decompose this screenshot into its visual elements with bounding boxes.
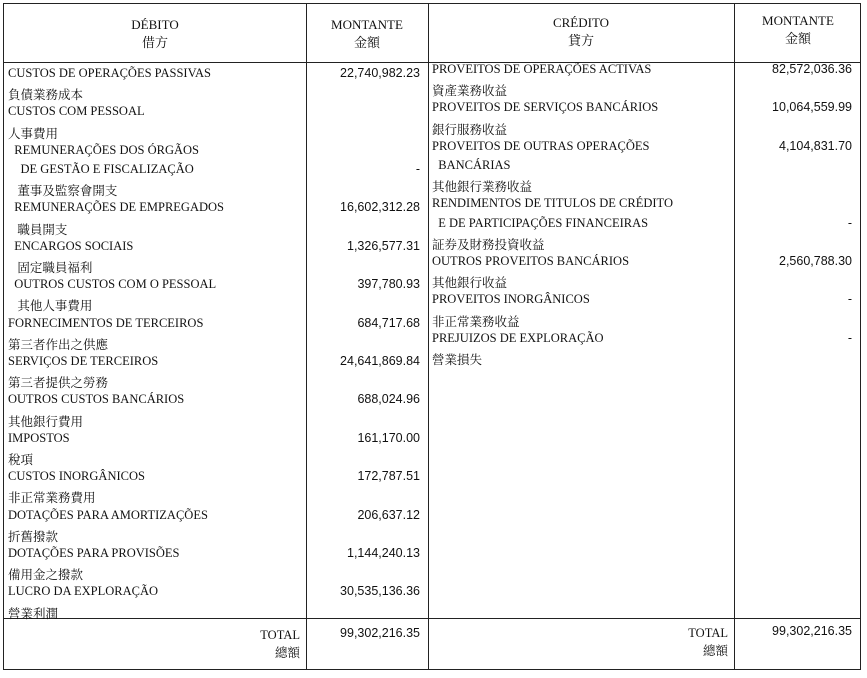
line-item: PROVEITOS DE SERVIÇOS BANCÁRIOS bbox=[432, 100, 659, 115]
line-item: LUCRO DA EXPLORAÇÃO bbox=[8, 584, 159, 599]
line-item: PROVEITOS INORGÂNICOS bbox=[432, 292, 590, 307]
line-item: 其他人事費用 bbox=[8, 299, 93, 314]
line-item: CUSTOS DE OPERAÇÕES PASSIVAS bbox=[8, 66, 211, 80]
line-item: SERVIÇOS DE TERCEIROS bbox=[8, 354, 159, 368]
line-item: 職員開支 bbox=[8, 222, 68, 237]
line-item: CUSTOS COM PESSOAL bbox=[8, 104, 145, 119]
line-item: 營業利潤 bbox=[8, 606, 59, 621]
line-item: PROVEITOS DE OUTRAS OPERAÇÕES bbox=[432, 138, 650, 153]
financial-statement-table bbox=[3, 3, 861, 670]
amount-cell: 206,637.12 bbox=[357, 507, 420, 522]
line-item: OUTROS CUSTOS BANCÁRIOS bbox=[8, 392, 185, 407]
line-item: DOTAÇÕES PARA PROVISÕES bbox=[8, 546, 180, 560]
line-item: OUTROS CUSTOS COM O PESSOAL bbox=[8, 277, 217, 292]
line-item: 其他銀行業務收益 bbox=[432, 180, 533, 195]
line-item: 稅項 bbox=[8, 453, 34, 467]
amount-cell: - bbox=[847, 292, 852, 307]
amount-cell: 397,780.93 bbox=[357, 277, 420, 292]
line-item: 負債業務成本 bbox=[8, 88, 84, 103]
total-divider bbox=[4, 618, 860, 619]
total-label-pt: TOTAL bbox=[260, 628, 300, 642]
debit-header-zh: 借方 bbox=[141, 35, 168, 50]
debit-amount-header-pt: MONTANTE bbox=[331, 17, 403, 32]
amount-cell: 16,602,312.28 bbox=[340, 200, 420, 215]
amount-cell: 30,535,136.36 bbox=[340, 584, 420, 599]
line-item: PROVEITOS DE OPERAÇÕES ACTIVAS bbox=[432, 62, 652, 76]
line-item: 董事及監察會開支 bbox=[8, 184, 118, 199]
line-item: CUSTOS INORGÂNICOS bbox=[8, 469, 145, 484]
amount-cell: - bbox=[847, 215, 852, 230]
credit-total-label bbox=[428, 624, 728, 660]
amount-cell: 1,326,577.31 bbox=[347, 238, 420, 253]
debit-amount-header-zh: 金額 bbox=[353, 35, 380, 50]
line-item: 証券及財務投資收益 bbox=[432, 237, 545, 252]
column-divider bbox=[428, 4, 429, 669]
line-item: 資產業務收益 bbox=[432, 84, 508, 99]
amount-cell: 688,024.96 bbox=[357, 392, 420, 407]
line-item: REMUNERAÇÕES DOS ÓRGÃOS bbox=[8, 142, 199, 157]
line-item: 非正常業務收益 bbox=[432, 314, 520, 329]
line-item: 人事費用 bbox=[8, 126, 59, 141]
credit-amount-header-zh: 金額 bbox=[784, 31, 811, 46]
line-item: DE GESTÃO E FISCALIZAÇÃO bbox=[8, 162, 194, 176]
amount-cell: 24,641,869.84 bbox=[340, 354, 420, 368]
amount-cell: - bbox=[847, 330, 852, 345]
line-item: 其他銀行收益 bbox=[432, 276, 508, 291]
amount-cell: 2,560,788.30 bbox=[779, 254, 852, 268]
credit-header bbox=[428, 14, 734, 50]
amount-cell: 22,740,982.23 bbox=[340, 66, 420, 80]
line-item: DOTAÇÕES PARA AMORTIZAÇÕES bbox=[8, 507, 208, 522]
credit-header-pt: CRÉDITO bbox=[552, 15, 610, 30]
credit-amount-header bbox=[734, 12, 862, 48]
line-item: 固定職員福利 bbox=[8, 261, 93, 275]
line-item: 折舊撥款 bbox=[8, 529, 59, 544]
credit-amount-header-pt: MONTANTE bbox=[762, 13, 834, 28]
line-item: 營業損失 bbox=[432, 353, 483, 367]
line-item: 第三者作出之供應 bbox=[8, 337, 109, 352]
total-label-pt: TOTAL bbox=[688, 626, 728, 640]
amount-cell: 10,064,559.99 bbox=[772, 100, 852, 115]
total-label-zh: 總額 bbox=[702, 644, 728, 658]
line-item: 第三者提供之勞務 bbox=[8, 376, 109, 391]
debit-total-label bbox=[4, 626, 300, 662]
debit-header bbox=[4, 16, 306, 52]
amount-cell: 1,144,240.13 bbox=[347, 546, 420, 560]
line-item: FORNECIMENTOS DE TERCEIROS bbox=[8, 315, 204, 330]
line-item: 備用金之撥款 bbox=[8, 568, 84, 583]
line-item: RENDIMENTOS DE TITULOS DE CRÉDITO bbox=[432, 196, 673, 211]
credit-header-zh: 貸方 bbox=[567, 33, 594, 48]
amount-cell: 172,787.51 bbox=[357, 469, 420, 484]
line-item: 銀行服務收益 bbox=[432, 122, 508, 137]
debit-amount-header bbox=[306, 16, 428, 52]
amount-cell: 684,717.68 bbox=[357, 315, 420, 330]
line-item: PREJUIZOS DE EXPLORAÇÃO bbox=[432, 330, 604, 345]
line-item: BANCÁRIAS bbox=[432, 158, 511, 172]
line-item: 其他銀行費用 bbox=[8, 414, 84, 429]
column-divider bbox=[734, 4, 735, 669]
line-item: IMPOSTOS bbox=[8, 430, 70, 445]
amount-cell: 4,104,831.70 bbox=[779, 138, 852, 153]
credit-total-value: 99,302,216.35 bbox=[772, 624, 852, 638]
line-item: REMUNERAÇÕES DE EMPREGADOS bbox=[8, 200, 224, 215]
line-item: OUTROS PROVEITOS BANCÁRIOS bbox=[432, 254, 630, 268]
amount-cell: 161,170.00 bbox=[357, 430, 420, 445]
amount-cell: 82,572,036.36 bbox=[772, 62, 852, 76]
amount-cell: - bbox=[415, 162, 420, 176]
column-divider bbox=[306, 4, 307, 669]
total-label-zh: 總額 bbox=[274, 646, 300, 660]
line-item: 非正常業務費用 bbox=[8, 491, 96, 506]
debit-total-value: 99,302,216.35 bbox=[340, 626, 420, 640]
line-item: E DE PARTICIPAÇÕES FINANCEIRAS bbox=[432, 215, 649, 230]
line-item: ENCARGOS SOCIAIS bbox=[8, 238, 134, 253]
debit-header-pt: DÉBITO bbox=[131, 17, 179, 32]
